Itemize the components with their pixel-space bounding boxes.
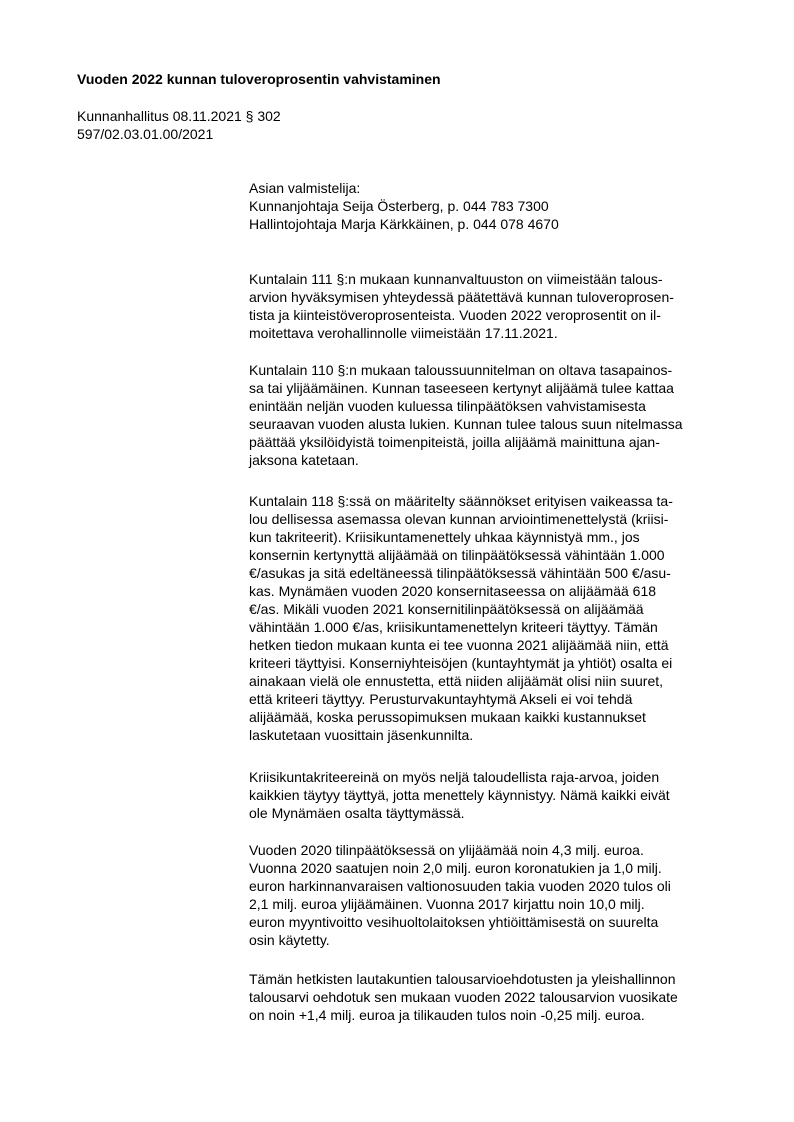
paragraph-line: on noin +1,4 milj. euroa ja tilikauden tulos noin -0,25 milj. euroa. bbox=[249, 1007, 645, 1023]
paragraph-line: Vuonna 2020 saatujen noin 2,0 milj. euron koronatukien ja 1,0 milj. bbox=[249, 860, 662, 876]
paragraph-line: alijäämää, koska perussopimuksen mukaan kaikki kustannukset bbox=[249, 709, 646, 725]
paragraph-crisis-municipality bbox=[249, 492, 739, 744]
paragraph-line: että kriteeri täyttyy. Perusturvakuntayhtymä Akseli ei voi tehdä bbox=[249, 691, 633, 707]
paragraph-tax-rate-decision bbox=[249, 270, 739, 342]
record-number: 597/02.03.01.00/2021 bbox=[77, 126, 214, 142]
paragraph-line: Kuntalain 118 §:ssä on määritelty säännökset erityisen vaikeassa ta- bbox=[249, 493, 673, 509]
paragraph-line: päättää yksilöidyistä toimenpiteistä, joilla alijäämä mainittuna ajan- bbox=[249, 434, 660, 450]
preparer-administrative-director: Hallintojohtaja Marja Kärkkäinen, p. 044 078 4670 bbox=[249, 216, 559, 232]
paragraph-line: Tämän hetkisten lautakuntien talousarvioehdotusten ja yleishallinnon bbox=[249, 971, 676, 987]
paragraph-line: Kuntalain 110 §:n mukaan taloussuunnitelman on oltava tasapainos- bbox=[249, 362, 673, 378]
preparer-municipal-manager: Kunnanjohtaja Seija Österberg, p. 044 783 7300 bbox=[249, 198, 549, 214]
paragraph-balance-requirement bbox=[249, 361, 739, 469]
paragraph-line: sa tai ylijäämäinen. Kunnan taseeseen kertynyt alijäämä tulee kattaa bbox=[249, 380, 674, 396]
paragraph-line: kriteeri täyttyisi. Konserniyhteisöjen (kuntayhtymät ja yhtiöt) osalta ei bbox=[249, 655, 673, 671]
paragraph-line: lou dellisessa asemassa olevan kunnan arviointimenettelystä (kriisi- bbox=[249, 511, 669, 527]
paragraph-line: 2,1 milj. euroa ylijäämäinen. Vuonna 2017 kirjattu noin 10,0 milj. bbox=[249, 896, 645, 912]
paragraph-line: moitettava verohallinnolle viimeistään 17.11.2021. bbox=[249, 325, 558, 341]
paragraph-line: hetken tiedon mukaan kunta ei tee vuonna 2021 alijäämää niin, että bbox=[249, 637, 669, 653]
paragraph-financial-thresholds bbox=[249, 768, 739, 822]
preparers-heading: Asian valmistelija: bbox=[249, 180, 361, 196]
paragraph-line: €/asukas ja sitä edeltäneessä tilinpäätöksessä vähintään 500 €/asu- bbox=[249, 565, 671, 581]
paragraph-line: Kuntalain 111 §:n mukaan kunnanvaltuuston on viimeistään talous- bbox=[249, 271, 663, 287]
paragraph-line: ole Mynämäen osalta täyttymässä. bbox=[249, 805, 465, 821]
paragraph-line: kaikkien täytyy täyttyä, jotta menettely käynnistyy. Nämä kaikki eivät bbox=[249, 787, 670, 803]
meeting-info bbox=[77, 107, 281, 143]
preparers-block bbox=[249, 179, 739, 233]
paragraph-line: vähintään 1.000 €/as, kriisikuntamenettelyn kriteeri täyttyy. Tämän bbox=[249, 619, 658, 635]
document-title: Vuoden 2022 kunnan tuloveroprosentin vahvistaminen bbox=[77, 71, 441, 87]
paragraph-line: konsernin kertynyttä alijäämää on tilinpäätöksessä vähintään 1.000 bbox=[249, 547, 665, 563]
paragraph-line: €/as. Mikäli vuoden 2021 konsernitilinpäätöksessä on alijäämää bbox=[249, 601, 644, 617]
paragraph-line: Vuoden 2020 tilinpäätöksessä on ylijäämää noin 4,3 milj. euroa. bbox=[249, 842, 644, 858]
paragraph-line: arvion hyväksymisen yhteydessä päätettävä kunnan tuloveroprosen- bbox=[249, 289, 674, 305]
meeting-reference: Kunnanhallitus 08.11.2021 § 302 bbox=[77, 108, 281, 124]
paragraph-line: euron myyntivoitto vesihuoltolaitoksen yhtiöittämisestä on suurelta bbox=[249, 914, 659, 930]
paragraph-line: talousarvi oehdotuk sen mukaan vuoden 2022 talousarvion vuosikate bbox=[249, 989, 678, 1005]
paragraph-line: laskutetaan vuosittain jäsenkunnilta. bbox=[249, 727, 474, 743]
paragraph-line: enintään neljän vuoden kuluessa tilinpäätöksen vahvistamisesta bbox=[249, 398, 646, 414]
paragraph-line: kas. Mynämäen vuoden 2020 konsernitaseessa on alijäämää 618 bbox=[249, 583, 657, 599]
paragraph-line: euron harkinnanvaraisen valtionosuuden takia vuoden 2020 tulos oli bbox=[249, 878, 671, 894]
paragraph-line: tista ja kiinteistöveroprosenteista. Vuoden 2022 veroprosentit on il- bbox=[249, 307, 661, 323]
paragraph-line: Kriisikuntakriteereinä on myös neljä taloudellista raja-arvoa, joiden bbox=[249, 769, 660, 785]
paragraph-line: ainakaan vielä ole ennustetta, että niiden alijäämät olisi niin suuret, bbox=[249, 673, 664, 689]
paragraph-2022-budget bbox=[249, 970, 739, 1024]
paragraph-line: kun takriteerit). Kriisikuntamenettely uhkaa käynnistyä mm., jos bbox=[249, 529, 640, 545]
paragraph-2020-result bbox=[249, 841, 739, 949]
paragraph-line: osin käytetty. bbox=[249, 932, 330, 948]
paragraph-line: jaksona katetaan. bbox=[249, 452, 359, 468]
paragraph-line: seuraavan vuoden alusta lukien. Kunnan tulee talous suun nitelmassa bbox=[249, 416, 683, 432]
